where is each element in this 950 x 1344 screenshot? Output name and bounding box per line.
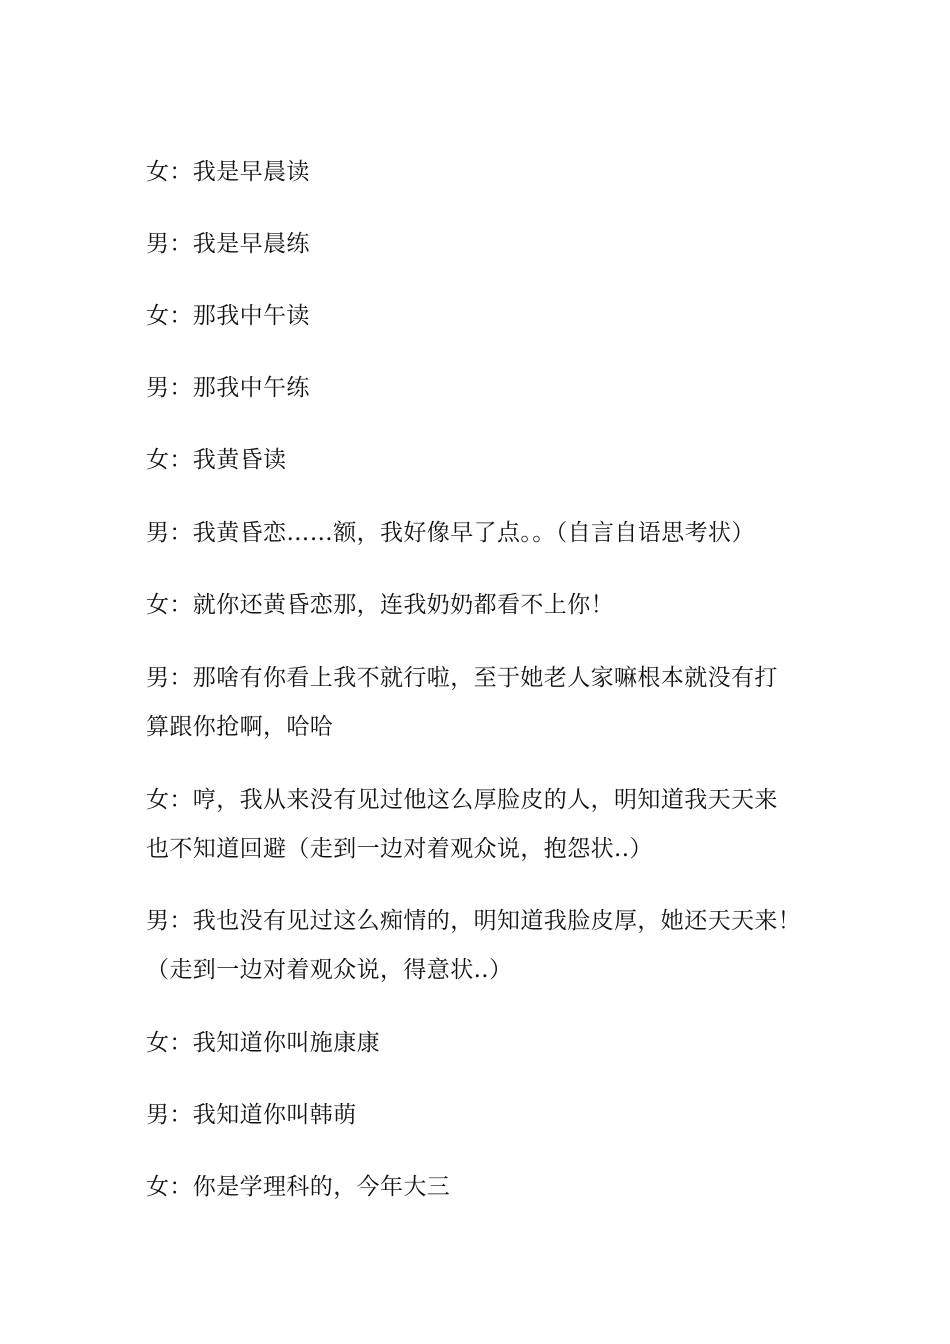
dialogue-line (146, 776, 836, 825)
dialogue-line (146, 364, 836, 413)
dialogue-line (146, 292, 836, 341)
dialogue-line (146, 436, 836, 485)
line-text: 女：你是学理科的，今年大三 (146, 1174, 451, 1200)
dialogue-line-continued (146, 946, 836, 995)
dialogue-line (146, 1163, 836, 1212)
line-text: 男：我也没有见过这么痴情的，明知道我脸皮厚，她还天天来！ (146, 908, 802, 934)
line-text: 女：哼，我从来没有见过他这么厚脸皮的人，明知道我天天来 (146, 787, 778, 813)
line-text: 男：我知道你叫韩萌 (146, 1102, 357, 1128)
line-text: 女：我是早晨读 (146, 159, 310, 185)
line-text: （走到一边对着观众说，得意状..） (146, 957, 513, 983)
dialogue-line (146, 581, 836, 630)
dialogue-line (146, 897, 836, 946)
dialogue-line (146, 1091, 836, 1140)
dialogue-line (146, 1019, 836, 1068)
line-text: 女：我黄昏读 (146, 447, 287, 473)
line-text: 男：那啥有你看上我不就行啦，至于她老人家嘛根本就没有打 (146, 665, 778, 691)
line-text: 女：就你还黄昏恋那，连我奶奶都看不上你！ (146, 592, 614, 618)
dialogue-line (146, 654, 836, 703)
line-text: 也不知道回避（走到一边对着观众说，抱怨状..） (146, 836, 653, 862)
line-text: 男：我是早晨练 (146, 231, 310, 257)
line-text: 算跟你抢啊，哈哈 (146, 714, 334, 740)
line-text: 男：那我中午练 (146, 375, 310, 401)
dialogue-line-continued (146, 703, 836, 752)
line-text: 男：我黄昏恋……额，我好像早了点。。（自言自语思考状） (146, 520, 755, 546)
dialogue-line (146, 509, 836, 558)
dialogue-line (146, 220, 836, 269)
line-text: 女：那我中午读 (146, 303, 310, 329)
line-text: 女：我知道你叫施康康 (146, 1030, 380, 1056)
dialogue-line (146, 148, 836, 197)
dialogue-line-continued (146, 825, 836, 874)
